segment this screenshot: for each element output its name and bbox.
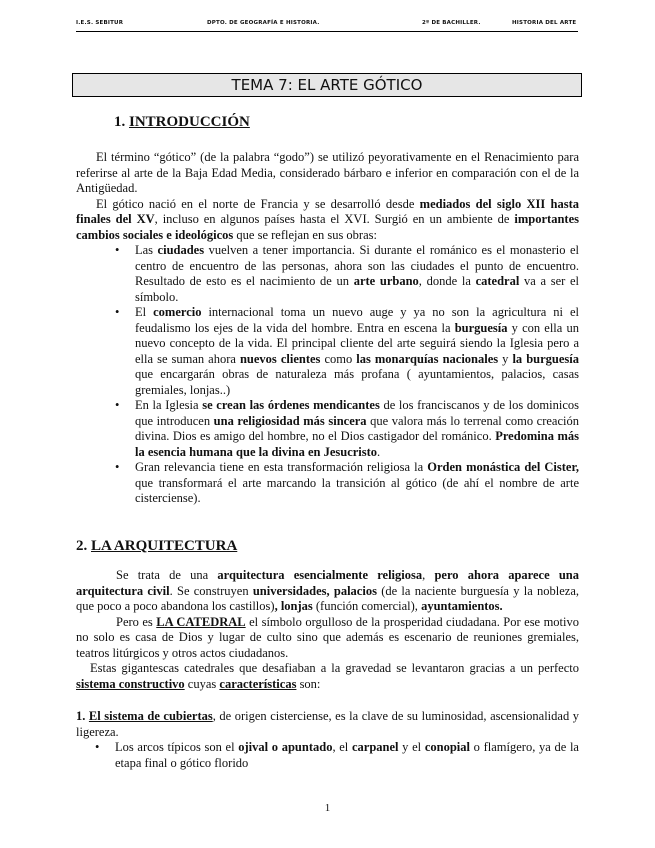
intro-bullet-list bbox=[76, 243, 579, 507]
page-title: TEMA 7: EL ARTE GÓTICO bbox=[72, 73, 582, 97]
arch-paragraph-3: Estas gigantescas catedrales que desafiaban a la gravedad se levantaron gracias a un perfecto sistema constructivo cuyas características son: bbox=[76, 661, 579, 691]
header-subject: HISTORIA DEL ARTE bbox=[512, 20, 577, 26]
list-item-cister: • Gran relevancia tiene en esta transformación religiosa la Orden monástica del Cister, que transformará el arte marcando la transición al gótico (de ahí el nombre de arte cisterciense). bbox=[115, 460, 579, 505]
section-1-number: 1. bbox=[114, 114, 126, 130]
subsection-1-paragraph: 1. El sistema de cubiertas, de origen cisterciense, es la clave de su luminosidad, ascensionalidad y ligereza. bbox=[76, 709, 579, 739]
bullet-icon: • bbox=[115, 305, 120, 319]
bullet-icon: • bbox=[115, 398, 120, 412]
catedral-emphasis: LA CATEDRAL bbox=[156, 614, 246, 629]
intro-paragraph-2: El gótico nació en el norte de Francia y se desarrolló desde mediados del siglo XII hasta finales del XV, incluso en algunos países hasta el XVI. Surgió en un ambiente de importantes cambios sociales e ideológicos que se reflejan en sus obras: bbox=[76, 196, 579, 242]
subsection-1 bbox=[76, 709, 579, 771]
section-2-number: 2. bbox=[76, 538, 88, 554]
page-header bbox=[76, 17, 578, 32]
header-dept: DPTO. DE GEOGRAFÍA E HISTORIA. bbox=[207, 20, 320, 26]
bullet-icon: • bbox=[115, 243, 120, 257]
subsection-1-title: El sistema de cubiertas bbox=[88, 709, 213, 723]
list-item-iglesia: • En la Iglesia se crean las órdenes mendicantes de los franciscanos y de los dominicos que introducen una religiosidad más sincera que valora más lo terrenal como creación divina. Dios es amigo del hombre, no el Dios castigador del románico. Predomina más la esencia humana que la divina en Jesucristo. bbox=[115, 398, 580, 459]
arch-bullet-list bbox=[76, 740, 579, 771]
bullet-icon: • bbox=[95, 740, 100, 754]
intro-paragraph-1: El término “gótico” (de la palabra “godo”) se utilizó peyorativamente en el Renacimiento para referirse al arte de la Baja Edad Media, considerado bárbaro e inferior en comparación con el de la Antigüedad. bbox=[76, 150, 579, 195]
header-school: I.E.S. SEBITUR bbox=[76, 20, 124, 26]
section-2-body bbox=[76, 568, 579, 692]
list-item-ciudades: • Las ciudades vuelven a tener importancia. Si durante el románico es el monasterio el centro de encuentro de las personas, ahora son las ciudades el punto de encuentro. Resultado de esto es el nacimiento de un arte urbano, donde la catedral va a ser el símbolo. bbox=[115, 243, 579, 304]
section-1-title: INTRODUCCIÓN bbox=[129, 114, 250, 130]
bullet-icon: • bbox=[115, 460, 120, 474]
section-2-heading bbox=[76, 538, 237, 555]
section-1-heading bbox=[114, 114, 250, 131]
list-item-arcos: • Los arcos típicos son el ojival o apuntado, el carpanel y el conopial o flamígero, ya de la etapa final o gótico florido bbox=[95, 740, 579, 770]
list-item-comercio: • El comercio internacional toma un nuevo auge y ya no son la agricultura ni el feudalismo los ejes de la vida del hombre. Entra en escena la burguesía y con ella un nuevo concepto de la vida. El principal cliente del arte seguirá siendo la Iglesia pero a ella se suman ahora nuevos clientes como las monarquías nacionales y la burguesía que encargarán obras de naturaleza más profana ( ayuntamientos, palacios, casas gremiales, lonjas..) bbox=[115, 305, 580, 397]
arch-paragraph-1: Se trata de una arquitectura esencialmente religiosa, pero ahora aparece una arquitectura civil. Se construyen universidades, palacios (de la naciente burguesía y la nobleza, que poco a poco abandona los castillos), lonjas (función comercial), ayuntamientos. bbox=[76, 568, 579, 613]
section-2-title: LA ARQUITECTURA bbox=[91, 538, 238, 554]
section-1-body bbox=[76, 150, 579, 507]
arch-paragraph-2: Pero es LA CATEDRAL el símbolo orgulloso de la prosperidad ciudadana. Por ese motivo no solo es casa de Dios y lugar de culto sino que además es escenario de reuniones gremiales, teatros litúrgicos y otros actos ciudadanos. bbox=[76, 614, 579, 660]
header-course: 2º DE BACHILLER. bbox=[422, 20, 481, 26]
page-number: 1 bbox=[324, 802, 331, 814]
